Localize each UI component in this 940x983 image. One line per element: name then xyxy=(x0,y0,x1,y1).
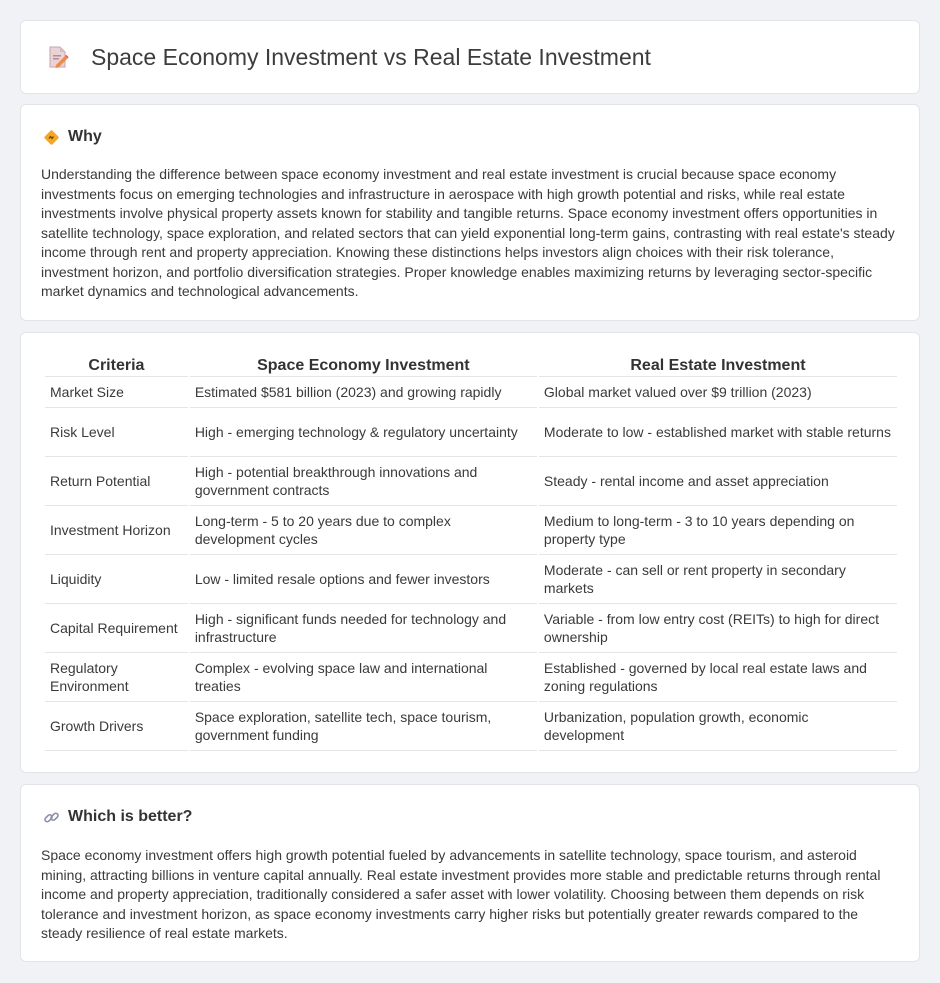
criteria-cell: Market Size xyxy=(45,377,188,408)
real-estate-cell: Variable - from low entry cost (REITs) to high for direct ownership xyxy=(539,604,897,653)
why-section xyxy=(20,104,920,321)
space-cell: High - significant funds needed for technology and infrastructure xyxy=(190,604,537,653)
which-is-better-section xyxy=(20,784,920,962)
space-cell: High - potential breakthrough innovations and government contracts xyxy=(190,457,537,506)
table-row xyxy=(45,506,897,555)
real-estate-cell: Urbanization, population growth, economic development xyxy=(539,702,897,751)
document-pencil-icon xyxy=(45,44,71,70)
column-header: Criteria xyxy=(45,353,188,377)
table-row xyxy=(45,604,897,653)
space-cell: Long-term - 5 to 20 years due to complex development cycles xyxy=(190,506,537,555)
column-header: Space Economy Investment xyxy=(190,353,537,377)
criteria-cell: Capital Requirement xyxy=(45,604,188,653)
why-text: Understanding the difference between space economy investment and real estate investment is crucial because space economy investments focus on emerging technologies and infrastructure in aerospace with high growth potential and risks, while real estate investments involve physical property assets known for stability and tangible returns. Space economy investment offers opportunities in satellite technology, space exploration, and related sectors that can yield exponential long-term gains, contrasting with real estate's steady income through rent and property appreciation. Knowing these distinctions helps investors align choices with their risk tolerance, investment horizon, and portfolio diversification strategies. Proper knowledge enables maximizing returns by leveraging sector-specific market dynamics and technological advancements. xyxy=(41,166,895,299)
real-estate-cell: Established - governed by local real estate laws and zoning regulations xyxy=(539,653,897,702)
real-estate-cell: Steady - rental income and asset appreciation xyxy=(539,457,897,506)
table-header-row xyxy=(45,353,897,377)
table-row xyxy=(45,653,897,702)
better-heading xyxy=(43,808,192,826)
space-cell: Estimated $581 billion (2023) and growing rapidly xyxy=(190,377,537,408)
space-cell: Low - limited resale options and fewer investors xyxy=(190,555,537,604)
criteria-cell: Risk Level xyxy=(45,408,188,457)
better-text: Space economy investment offers high growth potential fueled by advancements in satellite technology, space tourism, and asteroid mining, attracting billions in venture capital annually. Real estate investment provides more stable and predictable returns through rental income and property appreciation, traditionally considered a safer asset with lower volatility. Choosing between them depends on risk tolerance and investment horizon, as space economy investments carry higher risks but potentially greater rewards compared to the steady resilience of real estate markets. xyxy=(41,847,881,941)
real-estate-cell: Global market valued over $9 trillion (2023) xyxy=(539,377,897,408)
table-row xyxy=(45,457,897,506)
criteria-cell: Liquidity xyxy=(45,555,188,604)
link-icon xyxy=(43,809,60,826)
table-row xyxy=(45,555,897,604)
criteria-cell: Investment Horizon xyxy=(45,506,188,555)
space-cell: High - emerging technology & regulatory uncertainty xyxy=(190,408,537,457)
space-cell: Space exploration, satellite tech, space tourism, government funding xyxy=(190,702,537,751)
comparison-section xyxy=(20,332,920,773)
why-title: Why xyxy=(68,128,102,145)
criteria-cell: Regulatory Environment xyxy=(45,653,188,702)
real-estate-cell: Moderate - can sell or rent property in secondary markets xyxy=(539,555,897,604)
space-cell: Complex - evolving space law and international treaties xyxy=(190,653,537,702)
why-heading xyxy=(43,128,102,146)
comparison-table xyxy=(43,353,899,751)
better-title: Which is better? xyxy=(68,808,193,825)
column-header: Real Estate Investment xyxy=(539,353,897,377)
real-estate-cell: Moderate to low - established market with stable returns xyxy=(539,408,897,457)
table-row xyxy=(45,377,897,408)
criteria-cell: Growth Drivers xyxy=(45,702,188,751)
real-estate-cell: Medium to long-term - 3 to 10 years depending on property type xyxy=(539,506,897,555)
header-card xyxy=(20,20,920,94)
table-row xyxy=(45,408,897,457)
criteria-cell: Return Potential xyxy=(45,457,188,506)
table-row xyxy=(45,702,897,751)
page-title: Space Economy Investment vs Real Estate Investment xyxy=(91,43,651,70)
diamond-warning-icon xyxy=(43,129,60,146)
